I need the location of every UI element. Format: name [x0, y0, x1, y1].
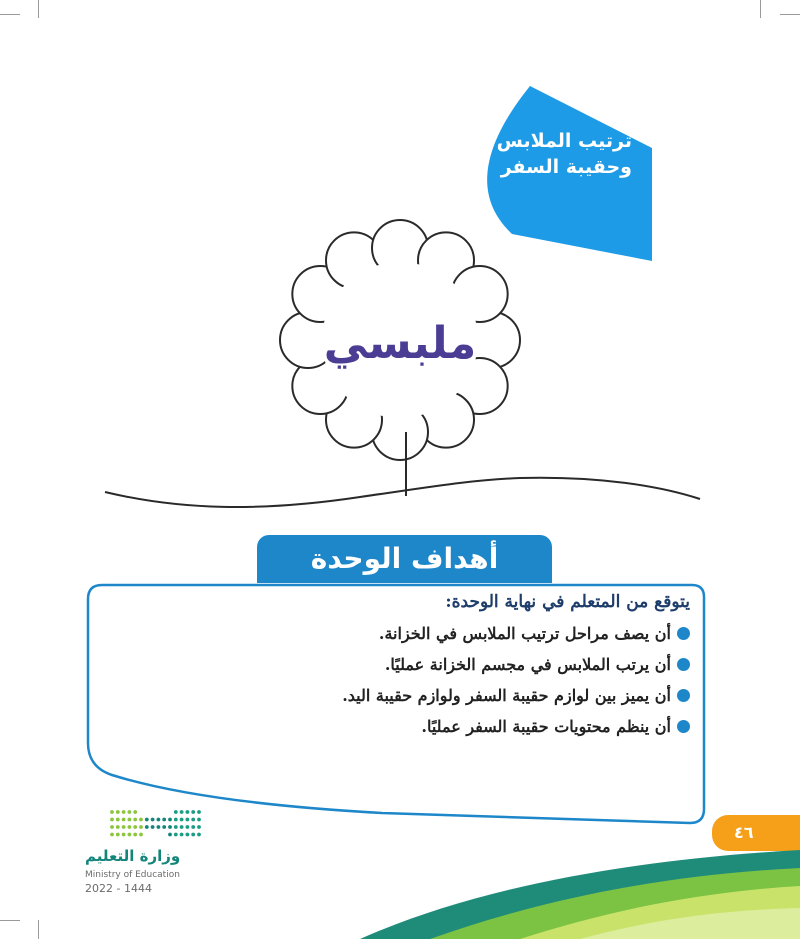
logo-dot	[191, 825, 195, 829]
logo-dot	[197, 825, 201, 829]
page-number: ٤٦	[712, 815, 800, 851]
logo-dot	[197, 810, 201, 814]
logo-dot	[128, 825, 132, 829]
lesson-flag-line1: ترتيب الملابس	[496, 130, 632, 152]
goal-text: أن يرتب الملابس في مجسم الخزانة عمليًا.	[384, 655, 671, 674]
crop-mark	[0, 920, 20, 921]
logo-dot	[145, 825, 149, 829]
logo-dot	[133, 810, 137, 814]
logo-dot	[122, 833, 126, 837]
logo-dot	[174, 818, 178, 822]
unit-title: ملبسي	[323, 318, 477, 369]
logo-dot	[110, 810, 114, 814]
bullet-icon	[677, 658, 690, 671]
logo-dot	[191, 833, 195, 837]
goal-item	[110, 717, 690, 736]
crop-mark	[0, 14, 20, 15]
logo-dot	[139, 833, 143, 837]
logo-dot	[139, 818, 143, 822]
logo-dot	[116, 833, 120, 837]
logo-dot	[151, 818, 155, 822]
logo-dot	[157, 825, 161, 829]
logo-dot	[174, 825, 178, 829]
crop-mark	[38, 920, 39, 939]
logo-dot	[191, 818, 195, 822]
logo-dot	[186, 833, 190, 837]
bullet-icon	[677, 689, 690, 702]
logo-dot	[168, 833, 172, 837]
goal-item	[110, 655, 690, 674]
crop-mark	[38, 0, 39, 18]
logo-dot	[133, 818, 137, 822]
goal-item	[110, 686, 690, 705]
ministry-name-ar: وزارة التعليم	[85, 847, 181, 865]
logo-dot	[122, 810, 126, 814]
logo-dot	[110, 818, 114, 822]
crop-mark	[760, 0, 761, 18]
ministry-dots-logo-icon	[108, 808, 204, 840]
logo-dot	[180, 825, 184, 829]
logo-dot	[116, 825, 120, 829]
logo-dot	[128, 810, 132, 814]
logo-dot	[128, 833, 132, 837]
logo-dot	[174, 810, 178, 814]
logo-dot	[180, 810, 184, 814]
ministry-year: 2022 - 1444	[85, 882, 152, 895]
goal-text: أن يصف مراحل ترتيب الملابس في الخزانة.	[378, 624, 671, 643]
goals-tab: أهداف الوحدة	[257, 535, 552, 583]
logo-dot	[180, 833, 184, 837]
logo-dot	[162, 825, 166, 829]
logo-dot	[186, 810, 190, 814]
ministry-name-en: Ministry of Education	[85, 870, 180, 880]
goals-intro: يتوقع من المتعلم في نهاية الوحدة:	[445, 592, 690, 612]
logo-dot	[116, 810, 120, 814]
bullet-icon	[677, 720, 690, 733]
logo-dot	[168, 825, 172, 829]
lesson-flag-title	[470, 128, 632, 180]
logo-dot	[197, 818, 201, 822]
goal-item	[110, 624, 690, 643]
decorative-hills	[320, 820, 800, 939]
logo-dot	[139, 825, 143, 829]
goals-content	[110, 592, 690, 748]
logo-dot	[197, 833, 201, 837]
logo-dot	[122, 825, 126, 829]
logo-dot	[110, 833, 114, 837]
logo-dot	[191, 810, 195, 814]
crop-mark	[780, 14, 800, 15]
logo-dot	[128, 818, 132, 822]
logo-dot	[110, 825, 114, 829]
logo-dot	[186, 825, 190, 829]
bullet-icon	[677, 627, 690, 640]
logo-dot	[116, 818, 120, 822]
logo-dot	[122, 818, 126, 822]
logo-dot	[151, 825, 155, 829]
lesson-flag-line2: وحقيبة السفر	[500, 156, 632, 178]
logo-dot	[133, 825, 137, 829]
goal-text: أن يميز بين لوازم حقيبة السفر ولوازم حقيبة اليد.	[342, 686, 671, 705]
goal-text: أن ينظم محتويات حقيبة السفر عمليًا.	[421, 717, 671, 736]
logo-dot	[145, 818, 149, 822]
logo-dot	[174, 833, 178, 837]
logo-dot	[186, 818, 190, 822]
logo-dot	[157, 818, 161, 822]
logo-dot	[180, 818, 184, 822]
logo-dot	[133, 833, 137, 837]
logo-dot	[162, 818, 166, 822]
logo-dot	[168, 818, 172, 822]
